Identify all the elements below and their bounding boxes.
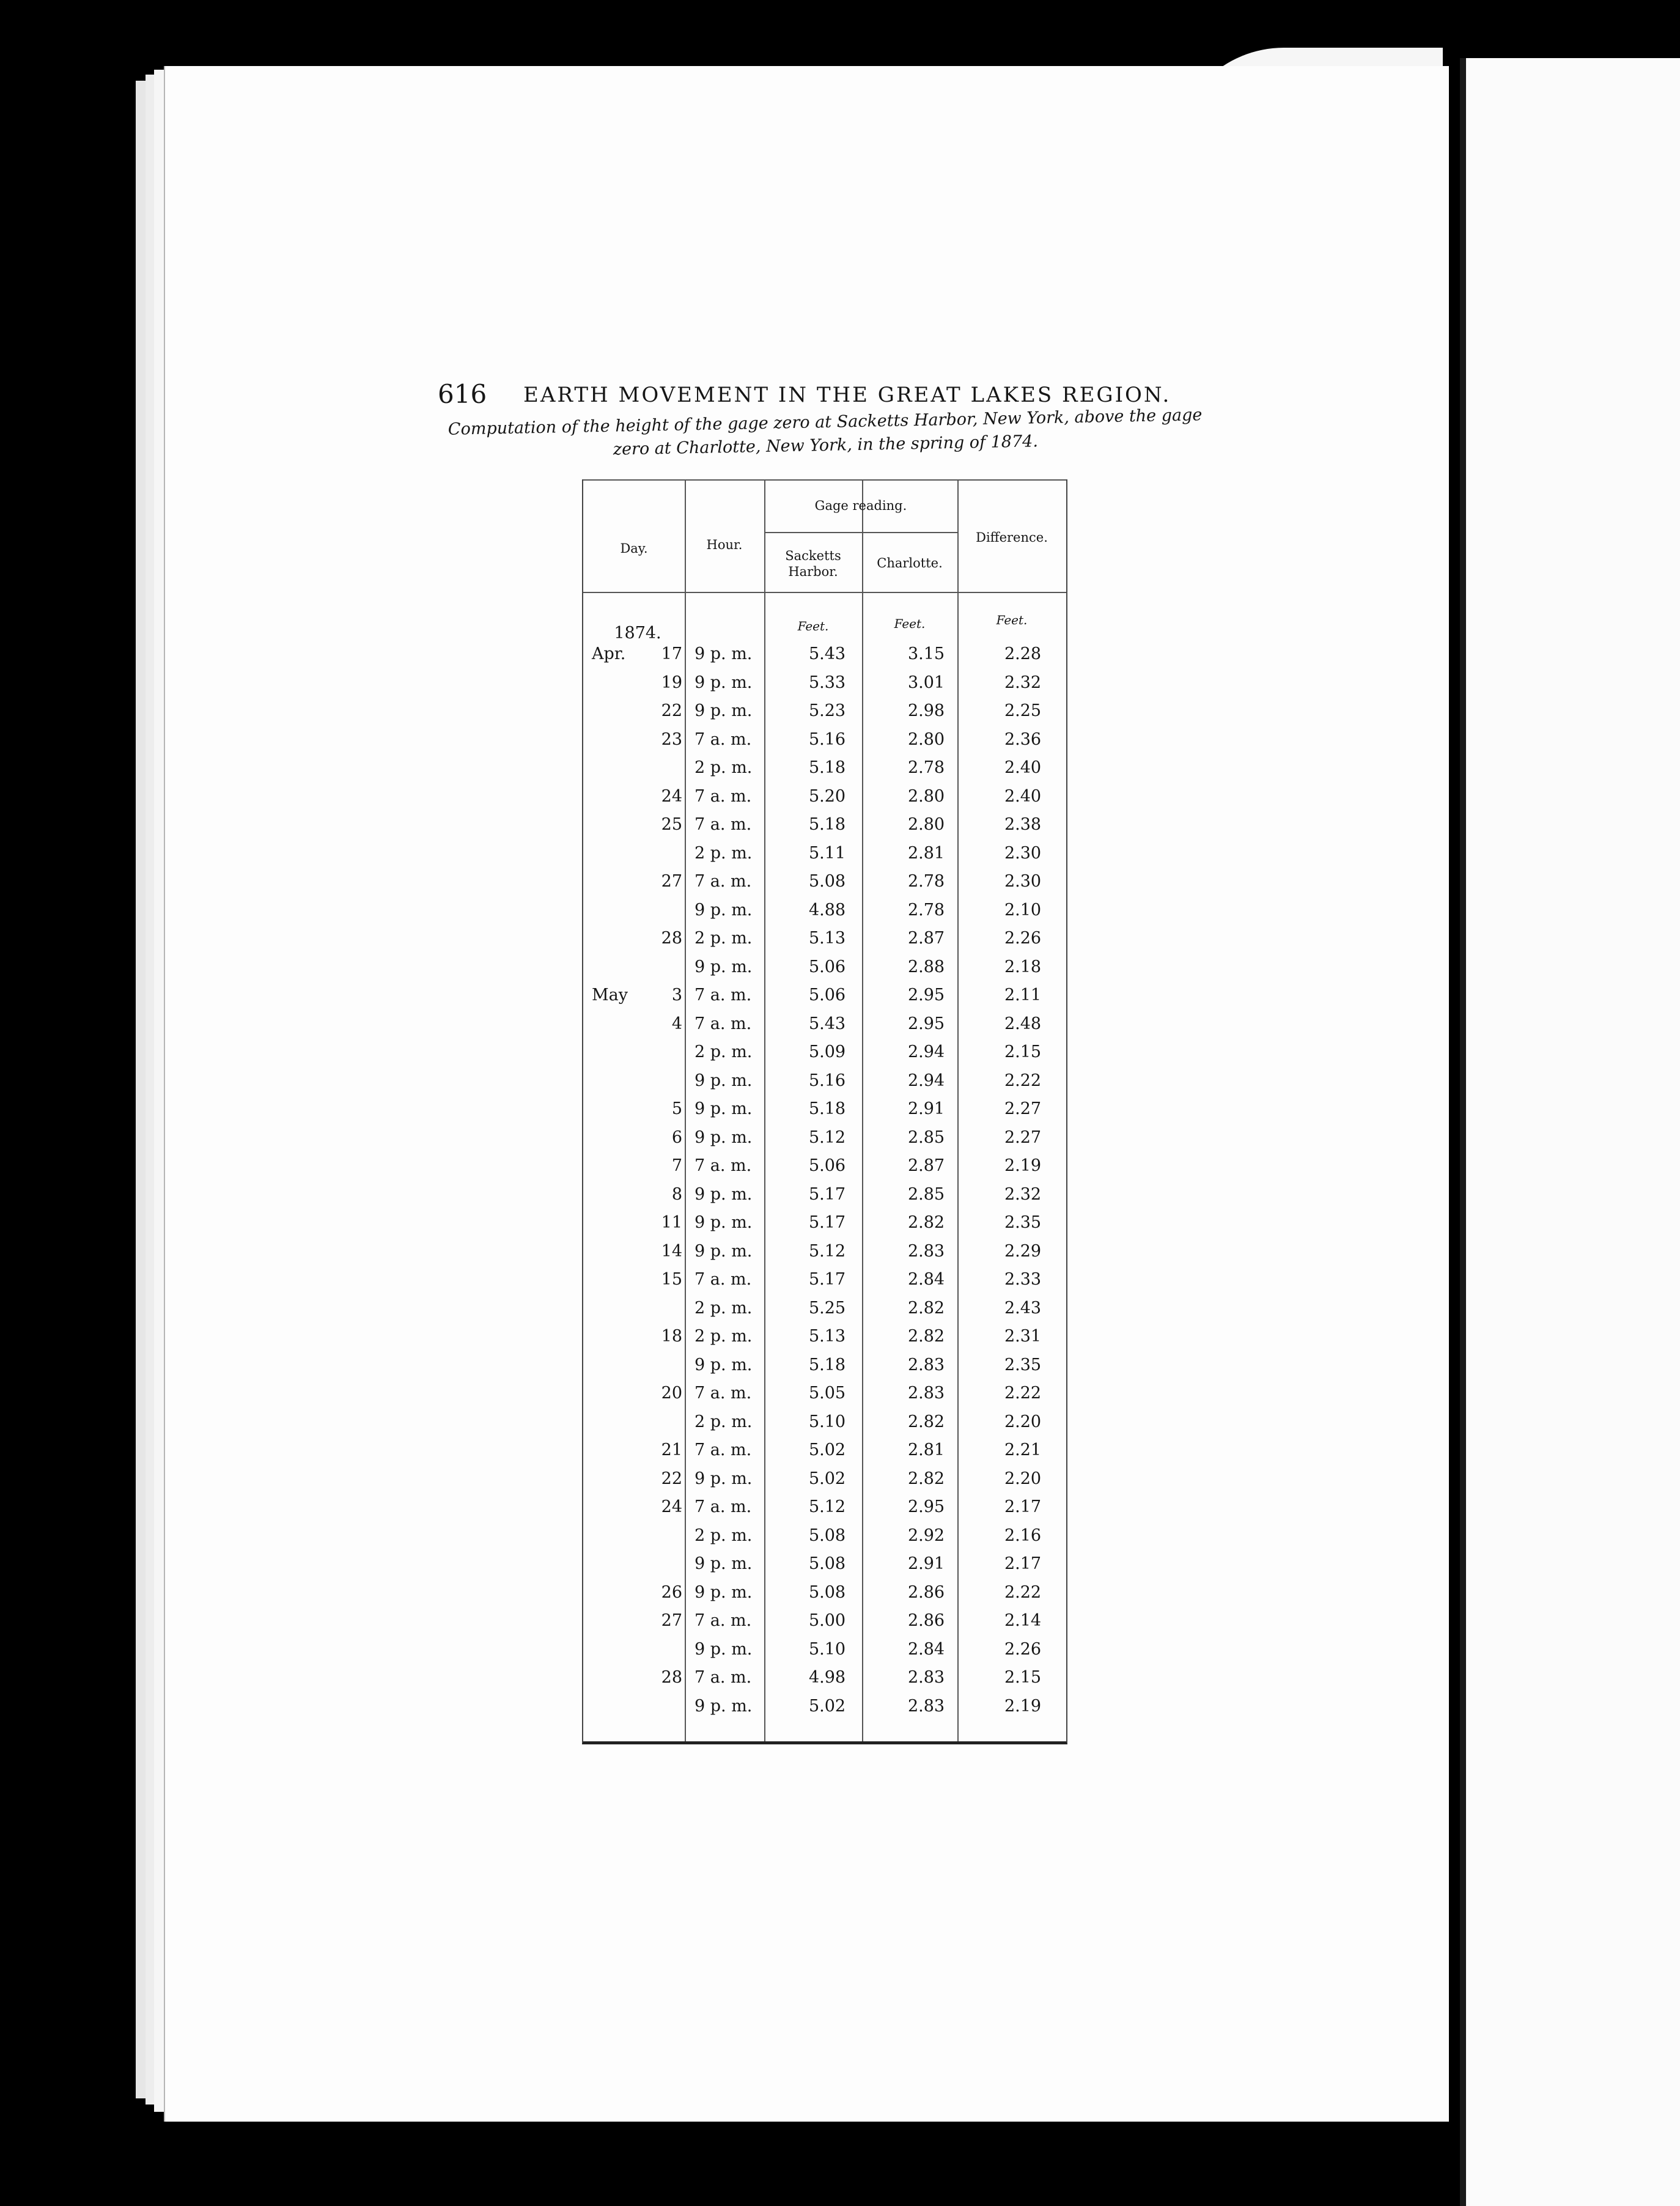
cell-charlotte: 3.15 bbox=[907, 644, 945, 663]
cell-sacketts: 5.16 bbox=[808, 729, 846, 749]
table-row bbox=[583, 1379, 1066, 1407]
unit-difference: Feet. bbox=[996, 613, 1028, 627]
cell-charlotte: 2.91 bbox=[907, 1099, 945, 1118]
table-row bbox=[583, 1094, 1066, 1123]
cell-hour: 9 p. m. bbox=[694, 701, 753, 720]
table-row bbox=[583, 1322, 1066, 1351]
cell-sacketts: 5.09 bbox=[808, 1042, 846, 1061]
cell-hour: 7 a. m. bbox=[694, 1441, 752, 1459]
header-gage-reading: Gage reading. bbox=[814, 498, 907, 513]
cell-difference: 2.17 bbox=[1004, 1554, 1042, 1573]
cell-sacketts: 5.43 bbox=[808, 1014, 846, 1033]
cell-sacketts: 5.08 bbox=[808, 872, 846, 891]
header-day: Day. bbox=[620, 541, 648, 556]
cell-difference: 2.29 bbox=[1004, 1241, 1042, 1261]
cell-day: 25 bbox=[661, 815, 682, 834]
table-row bbox=[583, 1407, 1066, 1436]
page-number: 616 bbox=[438, 379, 487, 409]
cell-sacketts: 5.00 bbox=[808, 1611, 846, 1630]
cell-sacketts: 5.18 bbox=[808, 815, 846, 834]
cell-day: 19 bbox=[661, 673, 682, 692]
cell-sacketts: 5.08 bbox=[808, 1525, 846, 1545]
cell-charlotte: 2.82 bbox=[907, 1469, 945, 1488]
facing-page bbox=[1460, 58, 1680, 2206]
cell-charlotte: 2.78 bbox=[907, 758, 945, 777]
cell-charlotte: 2.94 bbox=[907, 1071, 945, 1090]
table-row bbox=[583, 839, 1066, 868]
cell-hour: 7 a. m. bbox=[694, 786, 752, 806]
table-row bbox=[583, 1208, 1066, 1237]
cell-charlotte: 2.83 bbox=[907, 1668, 945, 1687]
table-row bbox=[583, 696, 1066, 725]
cell-month: May bbox=[592, 986, 628, 1005]
cell-sacketts: 5.10 bbox=[808, 1639, 846, 1659]
header-difference: Difference. bbox=[976, 530, 1048, 545]
cell-difference: 2.15 bbox=[1004, 1042, 1042, 1061]
cell-difference: 2.22 bbox=[1004, 1384, 1042, 1403]
cell-hour: 9 p. m. bbox=[694, 673, 753, 692]
cell-day: 27 bbox=[661, 1611, 682, 1630]
cell-charlotte: 2.85 bbox=[907, 1184, 945, 1204]
table-row bbox=[583, 782, 1066, 811]
table-row bbox=[583, 1294, 1066, 1322]
table-row bbox=[583, 1237, 1066, 1266]
cell-difference: 2.15 bbox=[1004, 1668, 1042, 1687]
gage-table bbox=[582, 479, 1067, 1744]
cell-difference: 2.20 bbox=[1004, 1412, 1042, 1431]
table-row bbox=[583, 1123, 1066, 1152]
cell-sacketts: 5.43 bbox=[808, 644, 846, 663]
cell-sacketts: 5.17 bbox=[808, 1270, 846, 1289]
cell-hour: 2 p. m. bbox=[694, 1412, 753, 1431]
cell-sacketts: 5.02 bbox=[808, 1441, 846, 1459]
cell-day: 17 bbox=[661, 644, 682, 663]
cell-charlotte: 2.98 bbox=[907, 701, 945, 720]
cell-hour: 2 p. m. bbox=[694, 758, 753, 777]
table-row bbox=[583, 1265, 1066, 1294]
cell-hour: 9 p. m. bbox=[694, 1099, 753, 1118]
cell-day: 23 bbox=[661, 729, 682, 749]
table-top-rule bbox=[583, 479, 1066, 481]
cell-sacketts: 5.10 bbox=[808, 1412, 846, 1431]
cell-sacketts: 5.02 bbox=[808, 1469, 846, 1488]
cell-difference: 2.28 bbox=[1004, 644, 1042, 663]
cell-charlotte: 2.92 bbox=[907, 1525, 945, 1545]
unit-charlotte: Feet. bbox=[894, 616, 926, 631]
table-row bbox=[583, 1521, 1066, 1550]
cell-charlotte: 2.84 bbox=[907, 1639, 945, 1659]
cell-charlotte: 2.78 bbox=[907, 872, 945, 891]
cell-difference: 2.35 bbox=[1004, 1355, 1042, 1374]
cell-charlotte: 2.78 bbox=[907, 900, 945, 920]
cell-sacketts: 5.23 bbox=[808, 701, 846, 720]
cell-difference: 2.40 bbox=[1004, 786, 1042, 806]
table-row bbox=[583, 1606, 1066, 1635]
cell-difference: 2.16 bbox=[1004, 1525, 1042, 1545]
cell-hour: 9 p. m. bbox=[694, 1071, 753, 1090]
table-row bbox=[583, 640, 1066, 668]
cell-day: 14 bbox=[661, 1241, 682, 1261]
cell-charlotte: 2.86 bbox=[907, 1611, 945, 1630]
cell-sacketts: 5.06 bbox=[808, 957, 846, 976]
cell-day: 5 bbox=[671, 1099, 682, 1118]
cell-difference: 2.27 bbox=[1004, 1127, 1042, 1147]
cell-sacketts: 4.88 bbox=[808, 900, 846, 920]
cell-day: 20 bbox=[661, 1384, 682, 1403]
cell-sacketts: 5.05 bbox=[808, 1384, 846, 1403]
cell-difference: 2.36 bbox=[1004, 729, 1042, 749]
cell-difference: 2.26 bbox=[1004, 1639, 1042, 1659]
cell-hour: 2 p. m. bbox=[694, 843, 753, 863]
table-row bbox=[583, 668, 1066, 697]
cell-difference: 2.31 bbox=[1004, 1327, 1042, 1346]
table-row bbox=[583, 1578, 1066, 1607]
cell-hour: 9 p. m. bbox=[694, 1696, 753, 1716]
cell-hour: 9 p. m. bbox=[694, 644, 753, 663]
cell-charlotte: 2.83 bbox=[907, 1384, 945, 1403]
cell-hour: 7 a. m. bbox=[694, 729, 752, 749]
cell-difference: 2.17 bbox=[1004, 1497, 1042, 1516]
cell-sacketts: 5.17 bbox=[808, 1184, 846, 1204]
cell-sacketts: 5.06 bbox=[808, 986, 846, 1005]
cell-sacketts: 5.12 bbox=[808, 1127, 846, 1147]
cell-hour: 9 p. m. bbox=[694, 1355, 753, 1374]
cell-difference: 2.20 bbox=[1004, 1469, 1042, 1488]
cell-charlotte: 2.85 bbox=[907, 1127, 945, 1147]
cell-hour: 9 p. m. bbox=[694, 957, 753, 976]
cell-difference: 2.40 bbox=[1004, 758, 1042, 777]
table-row bbox=[583, 1351, 1066, 1379]
table-row bbox=[583, 1066, 1066, 1095]
cell-day: 28 bbox=[661, 929, 682, 948]
cell-sacketts: 5.18 bbox=[808, 758, 846, 777]
cell-hour: 2 p. m. bbox=[694, 1298, 753, 1318]
cell-difference: 2.27 bbox=[1004, 1099, 1042, 1118]
cell-difference: 2.33 bbox=[1004, 1270, 1042, 1289]
cell-difference: 2.19 bbox=[1004, 1156, 1042, 1175]
table-row bbox=[583, 867, 1066, 896]
cell-charlotte: 2.86 bbox=[907, 1582, 945, 1602]
cell-hour: 7 a. m. bbox=[694, 872, 752, 891]
cell-sacketts: 5.13 bbox=[808, 929, 846, 948]
cell-charlotte: 2.87 bbox=[907, 929, 945, 948]
cell-charlotte: 2.83 bbox=[907, 1241, 945, 1261]
unit-sacketts: Feet. bbox=[797, 619, 829, 633]
cell-difference: 2.35 bbox=[1004, 1213, 1042, 1232]
table-row bbox=[583, 924, 1066, 953]
cell-hour: 7 a. m. bbox=[694, 1611, 752, 1630]
cell-difference: 2.30 bbox=[1004, 872, 1042, 891]
cell-hour: 7 a. m. bbox=[694, 1014, 752, 1033]
table-caption: Computation of the height of the gage zero at Sacketts Harbor, New York, above the gage zero at Charlotte, New York, in the spring of 1874. bbox=[448, 405, 1203, 459]
table-row bbox=[583, 1038, 1066, 1066]
cell-sacketts: 5.16 bbox=[808, 1071, 846, 1090]
header-hour: Hour. bbox=[706, 537, 743, 552]
cell-sacketts: 5.20 bbox=[808, 786, 846, 806]
table-row bbox=[583, 1663, 1066, 1692]
cell-charlotte: 2.81 bbox=[907, 1441, 945, 1459]
cell-charlotte: 2.82 bbox=[907, 1298, 945, 1318]
table-row bbox=[583, 1151, 1066, 1180]
year-label: 1874. bbox=[614, 624, 661, 643]
cell-sacketts: 5.25 bbox=[808, 1298, 846, 1318]
cell-day: 27 bbox=[661, 872, 682, 891]
table-row bbox=[583, 1009, 1066, 1038]
cell-day: 8 bbox=[671, 1184, 682, 1204]
cell-difference: 2.14 bbox=[1004, 1611, 1042, 1630]
cell-charlotte: 2.87 bbox=[907, 1156, 945, 1175]
cell-difference: 2.10 bbox=[1004, 900, 1042, 920]
cell-charlotte: 2.94 bbox=[907, 1042, 945, 1061]
cell-hour: 7 a. m. bbox=[694, 1384, 752, 1403]
cell-sacketts: 5.33 bbox=[808, 673, 846, 692]
cell-difference: 2.21 bbox=[1004, 1441, 1042, 1459]
cell-day: 11 bbox=[661, 1213, 682, 1232]
cell-day: 18 bbox=[661, 1327, 682, 1346]
cell-charlotte: 2.80 bbox=[907, 729, 945, 749]
cell-sacketts: 5.06 bbox=[808, 1156, 846, 1175]
cell-sacketts: 4.98 bbox=[808, 1668, 846, 1687]
cell-day: 7 bbox=[671, 1156, 682, 1175]
cell-hour: 9 p. m. bbox=[694, 1127, 753, 1147]
cell-day: 21 bbox=[661, 1441, 682, 1459]
cell-sacketts: 5.17 bbox=[808, 1213, 846, 1232]
table-row bbox=[583, 810, 1066, 839]
cell-hour: 2 p. m. bbox=[694, 1042, 753, 1061]
cell-day: 24 bbox=[661, 786, 682, 806]
cell-difference: 2.30 bbox=[1004, 843, 1042, 863]
cell-day: 26 bbox=[661, 1582, 682, 1602]
cell-hour: 7 a. m. bbox=[694, 1156, 752, 1175]
header-charlotte: Charlotte. bbox=[877, 556, 943, 570]
cell-charlotte: 2.82 bbox=[907, 1213, 945, 1232]
cell-day: 4 bbox=[671, 1014, 682, 1033]
header-sacketts: Sacketts Harbor. bbox=[785, 548, 841, 579]
page-edge bbox=[154, 70, 164, 2112]
cell-hour: 9 p. m. bbox=[694, 1241, 753, 1261]
cell-hour: 2 p. m. bbox=[694, 1525, 753, 1545]
table-row bbox=[583, 1436, 1066, 1464]
cell-charlotte: 2.95 bbox=[907, 1014, 945, 1033]
cell-hour: 7 a. m. bbox=[694, 815, 752, 834]
table-row bbox=[583, 1464, 1066, 1493]
cell-difference: 2.32 bbox=[1004, 1184, 1042, 1204]
cell-difference: 2.48 bbox=[1004, 1014, 1042, 1033]
cell-charlotte: 2.95 bbox=[907, 986, 945, 1005]
cell-day: 15 bbox=[661, 1270, 682, 1289]
cell-hour: 9 p. m. bbox=[694, 1582, 753, 1602]
table-row bbox=[583, 1492, 1066, 1521]
running-title: EARTH MOVEMENT IN THE GREAT LAKES REGION. bbox=[523, 383, 1171, 407]
table-row bbox=[583, 1549, 1066, 1578]
cell-hour: 9 p. m. bbox=[694, 900, 753, 920]
table-row bbox=[583, 896, 1066, 924]
cell-difference: 2.38 bbox=[1004, 815, 1042, 834]
cell-day: 22 bbox=[661, 701, 682, 720]
cell-hour: 9 p. m. bbox=[694, 1554, 753, 1573]
cell-sacketts: 5.18 bbox=[808, 1099, 846, 1118]
table-body bbox=[583, 640, 1066, 1720]
cell-difference: 2.18 bbox=[1004, 957, 1042, 976]
cell-difference: 2.43 bbox=[1004, 1298, 1042, 1318]
cell-charlotte: 2.83 bbox=[907, 1355, 945, 1374]
cell-hour: 7 a. m. bbox=[694, 986, 752, 1005]
cell-hour: 9 p. m. bbox=[694, 1469, 753, 1488]
cell-hour: 2 p. m. bbox=[694, 929, 753, 948]
cell-difference: 2.22 bbox=[1004, 1582, 1042, 1602]
cell-sacketts: 5.11 bbox=[808, 843, 846, 863]
cell-hour: 9 p. m. bbox=[694, 1213, 753, 1232]
cell-charlotte: 2.95 bbox=[907, 1497, 945, 1516]
cell-charlotte: 2.88 bbox=[907, 957, 945, 976]
cell-sacketts: 5.02 bbox=[808, 1696, 846, 1716]
table-row bbox=[583, 981, 1066, 1009]
cell-charlotte: 2.81 bbox=[907, 843, 945, 863]
cell-charlotte: 2.82 bbox=[907, 1412, 945, 1431]
cell-day: 28 bbox=[661, 1668, 682, 1687]
cell-day: 24 bbox=[661, 1497, 682, 1516]
cell-sacketts: 5.08 bbox=[808, 1582, 846, 1602]
cell-day: 6 bbox=[671, 1127, 682, 1147]
cell-difference: 2.19 bbox=[1004, 1696, 1042, 1716]
cell-charlotte: 2.91 bbox=[907, 1554, 945, 1573]
cell-sacketts: 5.08 bbox=[808, 1554, 846, 1573]
table-row bbox=[583, 753, 1066, 782]
cell-difference: 2.26 bbox=[1004, 929, 1042, 948]
cell-hour: 7 a. m. bbox=[694, 1497, 752, 1516]
table-row bbox=[583, 725, 1066, 754]
cell-sacketts: 5.13 bbox=[808, 1327, 846, 1346]
cell-day: 22 bbox=[661, 1469, 682, 1488]
header-bottom-rule bbox=[583, 592, 1066, 593]
cell-hour: 7 a. m. bbox=[694, 1668, 752, 1687]
cell-month: Apr. bbox=[592, 644, 626, 663]
table-row bbox=[583, 1635, 1066, 1664]
cell-hour: 7 a. m. bbox=[694, 1270, 752, 1289]
cell-charlotte: 2.82 bbox=[907, 1327, 945, 1346]
cell-difference: 2.22 bbox=[1004, 1071, 1042, 1090]
table-row bbox=[583, 1692, 1066, 1721]
cell-sacketts: 5.12 bbox=[808, 1497, 846, 1516]
cell-hour: 2 p. m. bbox=[694, 1327, 753, 1346]
cell-sacketts: 5.12 bbox=[808, 1241, 846, 1261]
cell-charlotte: 3.01 bbox=[907, 673, 945, 692]
cell-difference: 2.32 bbox=[1004, 673, 1042, 692]
table-row bbox=[583, 1180, 1066, 1209]
cell-charlotte: 2.83 bbox=[907, 1696, 945, 1716]
cell-hour: 9 p. m. bbox=[694, 1639, 753, 1659]
cell-day: 3 bbox=[671, 986, 682, 1005]
cell-difference: 2.25 bbox=[1004, 701, 1042, 720]
cell-sacketts: 5.18 bbox=[808, 1355, 846, 1374]
cell-hour: 9 p. m. bbox=[694, 1184, 753, 1204]
cell-difference: 2.11 bbox=[1004, 986, 1042, 1005]
cell-charlotte: 2.84 bbox=[907, 1270, 945, 1289]
gage-reading-rule bbox=[764, 532, 957, 533]
table-row bbox=[583, 953, 1066, 981]
cell-charlotte: 2.80 bbox=[907, 815, 945, 834]
cell-charlotte: 2.80 bbox=[907, 786, 945, 806]
